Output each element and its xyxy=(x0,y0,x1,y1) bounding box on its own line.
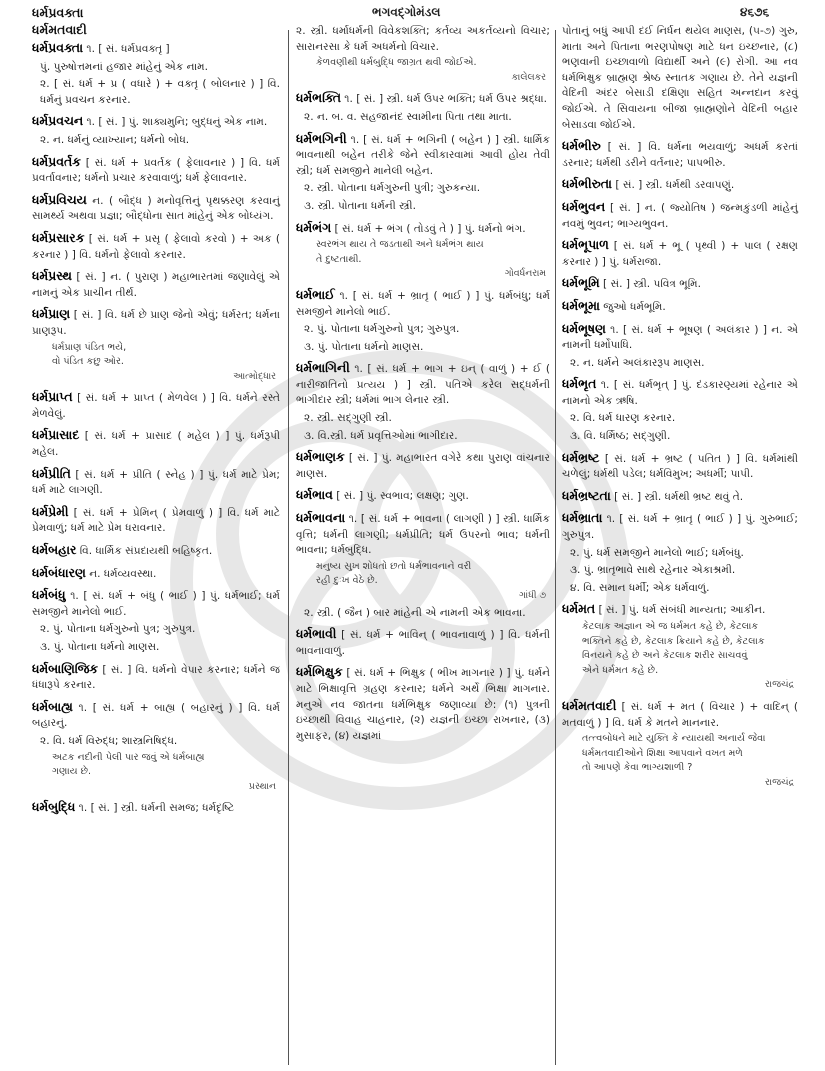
headword: ધર્મમત xyxy=(562,601,596,617)
definition-text: [ સં. ] પું. ધર્મ સંબંધી માન્યતા; આકીન. xyxy=(598,604,766,617)
column-2 xyxy=(296,24,550,749)
dictionary-entry xyxy=(296,664,550,744)
column-divider xyxy=(288,30,289,1065)
dictionary-entry xyxy=(32,427,280,460)
definition-text: [ સં. ધર્મ + ભ્રષ્ટ ( પતિત ) ] વિ. ધર્મમાંથી ચળેલું; ધર્મથી પડેલ; ધર્મવિમુખ; અધર્મી; પાપી. xyxy=(562,452,798,481)
dictionary-entry xyxy=(562,138,798,171)
definition-text: [ સં. ધર્મ + પ્રાપ્ત ( મેળવેલ ) ] વિ. ધર્મને રસ્તે મેળવેલું. xyxy=(32,392,280,420)
citation-author: ગોવર્ધનરામ xyxy=(504,268,546,280)
book-title: ભગવદ્ગોમંડલ xyxy=(372,5,441,19)
headword: ધર્મપ્રાણ xyxy=(32,306,71,322)
sense: ૨. પું. પોતાના ધર્મગુરુનો પુત્ર; ગુરુપુત્ર. xyxy=(304,323,460,336)
citation-line: કેટલાક અજ્ઞાન એ જ ધર્મમત કહે છે, કેટલાક xyxy=(582,621,759,632)
citation-line: વિનયને કહે છે અને કેટલાક શરીર સાચવવું xyxy=(582,650,748,662)
dictionary-entry xyxy=(562,24,798,133)
sense: ૩. પું. પોતાના ધર્મનો માણસ. xyxy=(304,340,424,353)
dictionary-entry xyxy=(32,389,280,422)
headword: ધર્મભગિની xyxy=(296,130,347,146)
citation-line: વો પંડિત કછુ ઓર. xyxy=(52,356,124,368)
dictionary-entry xyxy=(32,113,280,148)
dictionary-entry xyxy=(296,510,550,621)
sense: ૨. સ્ત્રી. સદ્ગુણી સ્ત્રી. xyxy=(304,412,392,425)
sense: ૨. વિ. ધર્મ ધારણ કરનાર. xyxy=(570,412,676,425)
headword: ધર્મભ્રાતા xyxy=(562,510,603,526)
headword: ધર્મભીરુતા xyxy=(562,176,612,192)
headword: ધર્મપ્રાપ્ત xyxy=(32,389,73,405)
sense: ૨. ન. ધર્મને અલંકારરૂપ માણસ. xyxy=(570,356,705,369)
dictionary-entry xyxy=(562,488,798,506)
dictionary-entry xyxy=(32,192,280,225)
dictionary-entry xyxy=(562,450,798,483)
sense: ૩. પું. ભ્રાતૃભાવે સાથે રહેનાર એકાશ્રમી. xyxy=(570,564,736,577)
dictionary-entry xyxy=(296,626,550,659)
dictionary-entry xyxy=(562,321,798,372)
definition-text: [ સં. ] પું. સ્વભાવ; લક્ષણ; ગુણ. xyxy=(336,490,469,503)
citation-line: સ્વરભંગ થાય તે જડતાથી અને ધર્મભંગ થાય xyxy=(316,239,484,251)
dictionary-entry xyxy=(32,542,280,560)
definition-text: [ સં. ] સ્ત્રી. ધર્મથી ડરવાપણું. xyxy=(615,179,735,192)
headword: ધર્મભૂમા xyxy=(562,297,600,313)
dictionary-entry xyxy=(296,287,550,355)
dictionary-entry xyxy=(296,24,550,85)
definition-text: [ સં. ] વિ. ધર્મનો વેપાર કરનાર; ધર્મને જ ધંધારૂપે કરનાર. xyxy=(32,663,280,692)
dictionary-entry xyxy=(562,376,798,444)
dictionary-entry xyxy=(562,510,798,596)
definition-text: [ સં. ધર્મ + મત ( વિચાર ) + વાદિન્ ( મતવાળું ) ] વિ. ધર્મ કે મતને માનનાર. xyxy=(562,700,798,729)
dictionary-entry xyxy=(32,699,280,795)
citation-line: મનુષ્ય સુખ શોધતો છતો ધર્મભાવનાને વરી xyxy=(316,560,472,572)
citation-author: ગાંધી ૭ xyxy=(519,590,546,601)
dictionary-entry xyxy=(32,40,280,108)
dictionary-entry xyxy=(32,587,280,655)
dictionary-entry xyxy=(562,698,798,791)
headword: ધર્મપ્રસ્થ xyxy=(32,268,72,284)
definition-text: ૧. [ સં. ] સ્ત્રી. ધર્મ ઉપર ભક્તિ; ધર્મ ઉપર શ્રદ્ધા. xyxy=(344,93,547,106)
citation-line: રહી દુઃખ વેઠે છે. xyxy=(316,575,378,587)
sense: ૩. પું. પોતાના ધર્મનો માણસ. xyxy=(40,641,160,653)
definition-text: ૧. [ સં. ધર્મભૃત્ ] પું. દંડકારણ્યમાં રહેનાર એ નામનો એક ઋષિ. xyxy=(562,379,798,407)
sense: ૨. વિ. ધર્મ વિરુદ્ધ; શાસ્ત્રનિષિદ્ધ. xyxy=(40,734,178,747)
definition-text: ૧. [ સં. ધર્મ + ભગિની ( બહેન ) ] સ્ત્રી. ધાર્મિક ભાવનાથી બહેન તરીકે જેને સ્વીકારવામાં આવી હોય તેવી સ્ત્રી; ધર્મ સમજીને માનેલી બહેન. xyxy=(296,133,550,177)
definition-text: [ સં. ] ન. ( પુરાણ ) મહાભારતમાં જણાવેલું એ નામનું એક પ્રાચીન તીર્થ. xyxy=(32,271,280,299)
headword: ધર્મભાવ xyxy=(296,487,333,503)
sense: પું. પુરુષોત્તમનાં હજાર માંહેનું એક નામ. xyxy=(40,60,208,73)
sense: ૩. વિ. ધર્મિષ્ઠ; સદ્ગુણી. xyxy=(570,430,671,443)
definition-text: [ સં. ] વિ. ધર્મ છે પ્રાણ જેનો એવું; ધર્મરત; ધર્મના પ્રાણરૂપ. xyxy=(32,309,280,337)
dictionary-entry xyxy=(296,449,550,482)
definition-text: ૧. [ સં. ધર્મ + બંધુ ( ભાઈ ) ] પું. ધર્મભાઈ; ધર્મ સમજીને માનેલો ભાઈ. xyxy=(32,590,280,618)
definition-text: ૧. [ સં. ધર્મ + ભાવના ( લાગણી ) ] સ્ત્રી. ધાર્મિક વૃત્તિ; ધર્મની લાગણી; ધર્મપ્રીતિ; ધર્મ ઉપરનો ભાવ; ધર્મની ભાવના; ધર્મબુદ્ધિ. xyxy=(296,513,550,557)
dictionary-entry xyxy=(32,154,280,187)
definition-text: [ સં. ધર્મ + ભંગ ( તોડવું તે ) ] પું. ધર્મનો ભંગ. xyxy=(334,222,526,235)
definition-text: ૧. [ સં. ] સ્ત્રી. ધર્મની સમજ; ધર્મદૃષ્ટિ xyxy=(78,802,235,815)
headword: ધર્મપ્રેમી xyxy=(32,503,69,519)
citation-author: પ્રસ્થાન xyxy=(248,780,276,792)
sense: ૨. ન. બ. વ. સહજાનંદ સ્વામીના પિતા તથા માતા. xyxy=(304,110,512,123)
headword: ધર્મભુવન xyxy=(562,198,606,214)
definition-text: જુઓ ધર્મભૂમિ. xyxy=(603,300,666,313)
dictionary-entry xyxy=(32,565,280,583)
dictionary-entry xyxy=(32,661,280,694)
definition-text: ૧. [ સં. ધર્મ + ભ્રાતૃ ( ભાઈ ) ] પું. ધર્મબંધુ; ધર્મ સમજીને માનેલો ભાઈ. xyxy=(296,289,550,318)
dictionary-entry xyxy=(296,131,550,215)
column-divider xyxy=(555,30,556,1065)
headword: ધર્મપ્રવિચય xyxy=(32,191,87,207)
headword: ધર્મભાવના xyxy=(296,510,346,526)
definition-text: [ સં. ] પું. મહાભારત વગેરે કથા પુરાણ વાંચનાર માણસ. xyxy=(296,452,551,480)
definition-text: [ સં. ધર્મ + પ્રીતિ ( સ્નેહ ) ] પું. ધર્મ માટે પ્રેમ; ધર્મ માટે લાગણી. xyxy=(32,468,280,497)
dictionary-entry xyxy=(296,360,550,444)
guide-word-first: ધર્મપ્રવક્તા xyxy=(32,5,84,20)
dictionary-entry xyxy=(562,298,798,316)
dictionary-entry xyxy=(562,275,798,293)
dictionary-entry xyxy=(32,268,280,301)
dictionary-entry xyxy=(32,466,280,499)
dictionary-entry xyxy=(562,199,798,232)
definition-text: ૧. [ સં. ધર્મપ્રવક્તૃ ] xyxy=(86,43,170,55)
citation-line: કેળવણીથી ધર્મબુદ્ધિ જાગ્રત થવી જોઈએ. xyxy=(316,57,477,69)
dictionary-entry xyxy=(32,306,280,384)
headword: ધર્મભાગિની xyxy=(296,360,350,376)
definition-text: ન. ધર્મવ્યવસ્થા. xyxy=(89,567,157,580)
definition-text: [ સં. ધર્મ + પ્રેમિન્ ( પ્રેમવાળું ) ] વિ. ધર્મ માટે પ્રેમવાળું; ધર્મ માટે પ્રેમ ધરાવનાર. xyxy=(32,506,281,535)
definition-text: ૨. સ્ત્રી. ધર્માધર્મની વિવેકશક્તિ; કર્તવ્ય અકર્તવ્યનો વિચાર; સારાનરસા કે ધર્મ અધર્મનો વિચાર. xyxy=(296,25,550,53)
dictionary-entry xyxy=(296,487,550,505)
headword: ધર્મભક્તિ xyxy=(296,90,341,106)
sense: ૪. વિ. સમાન ધર્મી; એક ધર્મવાળું. xyxy=(570,581,710,594)
sense: ૨. પું. ધર્મ સમજીને માનેલો ભાઈ; ધર્મબંધુ. xyxy=(570,546,744,559)
dictionary-entry xyxy=(562,237,798,270)
headword: ધર્મભ્રષ્ટતા xyxy=(562,487,611,503)
headword: ધર્મપ્રવચન xyxy=(32,113,84,129)
headword: ધર્મપ્રસારક xyxy=(32,229,85,245)
citation-author: કાલેલકર xyxy=(511,71,546,83)
definition-text: [ સં. ધર્મ + પ્રાસાદ ( મહેલ ) ] પું. ધર્મરૂપી મહેલ. xyxy=(32,430,280,459)
sense: ૨. [ સં. ધર્મ + પ્ર ( વધારે ) + વક્તૃ ( બોલનાર ) ] વિ. ધર્મનું પ્રવચન કરનાર. xyxy=(40,78,280,106)
definition-text: [ સં. ધર્મ + પ્રસૃ ( ફેલાવો કરવો ) + અક ( કરનાર ) ] વિ. ધર્મનો ફેલાવો કરનાર. xyxy=(32,232,280,261)
headword: ધર્મબંધુ xyxy=(32,587,66,603)
dictionary-entry xyxy=(562,176,798,194)
headword: ધર્મભાઈ xyxy=(296,286,335,302)
dictionary-entry xyxy=(32,230,280,263)
definition-text: [ સં. ] વિ. ધર્મના ભયવાળું; અધર્મ કરતાં ડરનાર; ધર્મથી ડરીને વર્તનાર; પાપભીરુ. xyxy=(562,141,798,169)
sense: ૨. પું. પોતાના ધર્મગુરુનો પુત્ર; ગુરુપુત્ર. xyxy=(40,623,196,636)
citation-line: એને ધર્મમત કહે છે. xyxy=(582,664,659,676)
dictionary-entry xyxy=(32,504,280,537)
headword: ધર્મભંગ xyxy=(296,219,332,235)
definition-text: પોતાનું બધું આપી દઈ નિર્ધન થયેલ માણસ, (૫-૭) ગુરુ, માતા અને પિતાના ભરણપોષણ માટે ધન ઇચ્છનાર, (૮) ભણવાની ઇચ્છાવાળો વિદ્યાર્થી અને (૯) રોગી. આ નવ ધર્મભિક્ષુક બ્રાહ્મણ શ્રેષ્ઠ સ્નાતક ગણાય છે. તેને યજ્ઞની વેદિની અંદર બેસાડી દક્ષિણા સહિત અન્નદાન કરવું જોઈએ. તે સિવાયના બીજા બ્રાહ્મણોને વેદિની બહાર બેસાડવા જોઈએ. xyxy=(562,25,798,131)
citation-author: રાજચંદ્ર xyxy=(764,776,794,788)
column-3 xyxy=(562,24,798,796)
definition-text: ન. ( બૌદ્ધ ) મનોવૃત્તિનું પૃથક્કરણ કરવાનું સામર્થ્ય અથવા પ્રજ્ઞા; બૌદ્ધોના સાત માંહેનું એક બોધ્યંગ. xyxy=(32,194,280,223)
definition-text: ૧. [ સં. ધર્મ + ભૂષણ ( અલંકાર ) ] ન. એ નામની ધર્મોપાધિ. xyxy=(562,323,798,352)
headword: ધર્મબહાર xyxy=(32,542,77,558)
headword: ધર્મભૂમિ xyxy=(562,275,600,291)
sense: ૨. ન. ધર્મનું વ્યાખ્યાન; ધર્મનો બોધ. xyxy=(40,133,190,146)
headword: ધર્મપ્રવર્તક xyxy=(32,153,81,169)
sense: ૨. સ્ત્રી. ( જૈન ) બાર માંહેની એ નામની એક ભાવના. xyxy=(304,606,526,619)
sense: ૨. સ્ત્રી. પોતાના ધર્મગુરુની પુત્રી; ગુરુકન્યા. xyxy=(304,182,481,195)
citation-line: તો આપણે કેવા ભાગ્યશાળી ? xyxy=(582,762,693,774)
column-1 xyxy=(32,40,280,822)
headword: ધર્મબુદ્ધિ xyxy=(32,799,76,815)
headword: ધર્મપ્રીતિ xyxy=(32,465,71,481)
definition-text: ૧. [ સં. ] પું. શાક્યમુનિ; બુદ્ધનું એક નામ. xyxy=(86,116,268,129)
headword: ધર્મભ્રષ્ટ xyxy=(562,449,600,465)
dictionary-entry xyxy=(32,799,280,817)
citation-line: અટક નદીની પેલી પાર જવું એ ધર્મબાહ્ય xyxy=(52,751,205,763)
dictionary-entry xyxy=(296,220,550,282)
definition-text: [ સં. ] સ્ત્રી. પવિત્ર ભૂમિ. xyxy=(603,278,702,291)
citation-line: ધર્મપ્રાણ પંડિત ભયે, xyxy=(52,341,127,353)
citation-line: તત્ત્વબોધને માટે યુક્તિ કે ન્યાયથી અનાર્ય જેવા xyxy=(582,733,766,745)
headword: ધર્મબાણિજિક xyxy=(32,660,99,676)
dictionary-entry xyxy=(562,601,798,693)
headword: ધર્મપ્રાસાદ xyxy=(32,427,80,443)
headword: ધર્મપ્રવક્તા xyxy=(32,40,83,55)
headword: ધર્મમતવાદી xyxy=(562,697,617,713)
headword: ધર્મભીરુ xyxy=(562,138,601,154)
citation-author: આત્મોદ્ધાર xyxy=(233,370,276,382)
definition-text: [ સં. ધર્મ + પ્રવર્તક ( ફેલાવનાર ) ] વિ. ધર્મ પ્રવર્તાવનાર; ધર્મનો પ્રચાર કરવાવાળું; ધર્મ ફેલાવનાર. xyxy=(32,156,280,185)
headword: ધર્મબાહ્ય xyxy=(32,698,73,714)
definition-text: [ સં. ધર્મ + ભાવિન્ ( ભાવનાવાળું ) ] વિ. ધર્મની ભાવનાવાળું. xyxy=(296,629,550,657)
sense: ૩. વિ.સ્ત્રી. ધર્મ પ્રવૃત્તિઓમાં ભાગીદાર. xyxy=(304,429,458,442)
definition-text: ૧. [ સં. ધર્મ + ભ્રાતૃ ( ભાઈ ) ] પું. ગુરુભાઈ; ગુરુપુત્ર. xyxy=(562,513,798,542)
definition-text: [ સં. ધર્મ + ભિક્ષુક ( ભીખ માગનાર ) ] પું. ધર્મને માટે ભિક્ષાવૃત્તિ ગ્રહણ કરનાર; ધર્મને અર્થે ભિક્ષા માગનાર. મનુએ નવ જાતના ધર્મભિક્ષુક જણાવ્યા છે: (૧) પુત્રની ઇચ્છાથી વિવાહ ચાહનાર, (૨) યજ્ઞની ઇચ્છા રાખનાર, (૩) મુસાફર, (૪) યજ્ઞમાં xyxy=(296,667,550,742)
citation-author: રાજચંદ્ર xyxy=(764,679,794,691)
definition-text: ૧. [ સં. ધર્મ + ભાગ + ઇન્ ( વાળું ) + ઈ ( નારીજાતિનો પ્રત્યય ) ] સ્ત્રી. પતિએ કરેલ સદ્ધર્મની ભાગીદાર સ્ત્રી; ધર્મમાં ભાગ લેનાર સ્ત્રી. xyxy=(296,363,550,407)
headword: ધર્મભાણક xyxy=(296,449,345,465)
definition-text: ૧. [ સં. ધર્મ + બાહ્ય ( બહારનું ) ] વિ. ધર્મ બહારનું. xyxy=(32,701,280,730)
sense: ૩. સ્ત્રી. પોતાના ધર્મની સ્ત્રી. xyxy=(304,199,416,212)
definition-text: [ સં. ધર્મ + ભૂ ( પૃથ્વી ) + પાલ ( રક્ષણ કરનાર ) ] પું. ધર્મરાજા. xyxy=(562,240,798,268)
headword: ધર્મભૃત xyxy=(562,376,597,392)
headword: ધર્મભૂષણ xyxy=(562,320,606,336)
citation-line: ભક્તિને કહે છે, કેટલાક ક્રિયાને કહે છે, કેટલાક xyxy=(582,635,765,647)
definition-text: વિ. ધાર્મિક સંપ્રદાયથી બહિષ્કૃત. xyxy=(79,545,213,558)
headword: ધર્મબંધારણ xyxy=(32,564,86,580)
citation-line: ધર્મમતવાદીઓને શિક્ષા આપવાને વખત મળે xyxy=(582,747,743,759)
definition-text: [ સં. ] સ્ત્રી. ધર્મથી ભ્રષ્ટ થવું તે. xyxy=(614,490,744,503)
citation-line: ગણાય છે. xyxy=(52,766,92,778)
page-number: ૪૬૭૬ xyxy=(740,5,770,19)
citation-line: તે દુષ્ટતાથી. xyxy=(316,253,362,265)
dictionary-entry xyxy=(296,90,550,125)
guide-word-last: ધર્મમતવાદી xyxy=(32,22,87,37)
headword: ધર્મભૂપાળ xyxy=(562,237,609,253)
headword: ધર્મભિક્ષુક xyxy=(296,664,343,680)
headword: ધર્મભાવી xyxy=(296,626,337,642)
definition-text: [ સં. ] ન. ( જ્યોતિષ ) જન્મકુંડળી માંહેનું નવમું ભુવન; ભાગ્યભુવન. xyxy=(562,201,798,230)
